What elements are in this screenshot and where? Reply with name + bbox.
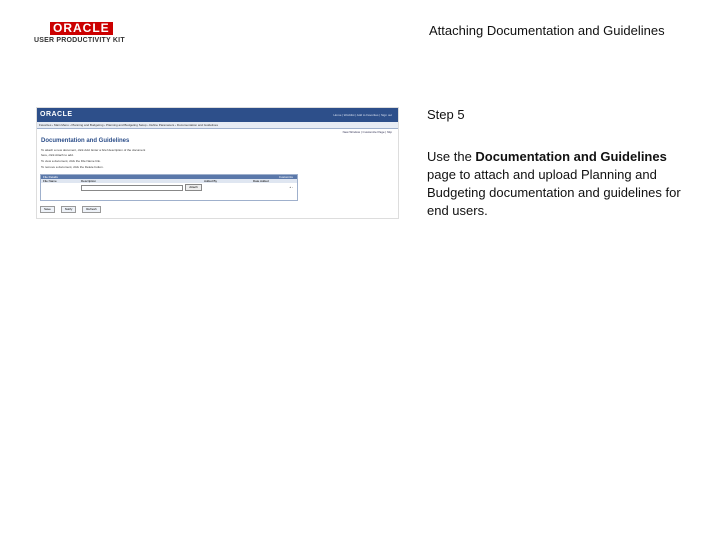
file-details-grid xyxy=(40,174,298,201)
screenshot-button-bar xyxy=(40,206,106,213)
screenshot-header xyxy=(37,108,398,122)
step-label: Step 5 xyxy=(427,107,465,122)
grid-column-headers xyxy=(41,179,297,183)
customize-link[interactable]: Customize xyxy=(278,175,293,179)
breadcrumb[interactable]: Favorites › Main Menu › Planning and Budgeting › Planning and Budgeting Setup › Define Parameters › Documentation and Guidelines xyxy=(39,123,218,127)
column-header: File Name xyxy=(43,179,57,183)
instruction-line: To view a document, click the File Name link. xyxy=(41,159,101,163)
save-button[interactable]: Save xyxy=(40,206,55,213)
column-header: Description xyxy=(81,179,97,183)
description-input[interactable] xyxy=(81,185,183,191)
application-screenshot xyxy=(36,107,399,219)
step-desc-bold: Documentation and Guidelines xyxy=(475,149,667,164)
screenshot-page-title: Documentation and Guidelines xyxy=(41,138,130,144)
step-desc-suffix: page to attach and upload Planning and Budgeting documentation and guidelines for end users. xyxy=(427,167,681,218)
column-header: Date Added xyxy=(253,179,269,183)
screenshot-breadcrumb-bar xyxy=(37,122,398,129)
oracle-upk-logo xyxy=(34,22,130,48)
screenshot-page-tools[interactable]: New Window | Customize Page | http xyxy=(342,130,392,134)
column-header: Added By xyxy=(204,179,218,183)
notify-button[interactable]: Notify xyxy=(61,206,77,213)
logo-wordmark: ORACLE xyxy=(50,22,113,35)
screenshot-logo: ORACLE xyxy=(40,111,73,118)
instruction-line: To attach a new document, click Add. Enter a brief description of the document xyxy=(41,148,146,152)
refresh-button[interactable]: Refresh xyxy=(82,206,101,213)
add-delete-row-icons[interactable]: + - xyxy=(289,185,293,189)
attach-button[interactable]: Attach xyxy=(185,184,202,191)
instruction-line: To remove a document, click the Delete button. xyxy=(41,165,104,169)
logo-subtext: USER PRODUCTIVITY KIT xyxy=(34,37,125,44)
instruction-line: here, click Attach to add. xyxy=(41,153,74,157)
step-description xyxy=(427,148,697,220)
grid-title: File Details xyxy=(43,175,58,179)
document-title: Attaching Documentation and Guidelines xyxy=(429,23,665,38)
screenshot-top-links[interactable]: Home | Worklist | Add to Favorites | Sign out xyxy=(333,113,392,117)
step-desc-prefix: Use the xyxy=(427,149,476,164)
table-row xyxy=(41,184,297,190)
